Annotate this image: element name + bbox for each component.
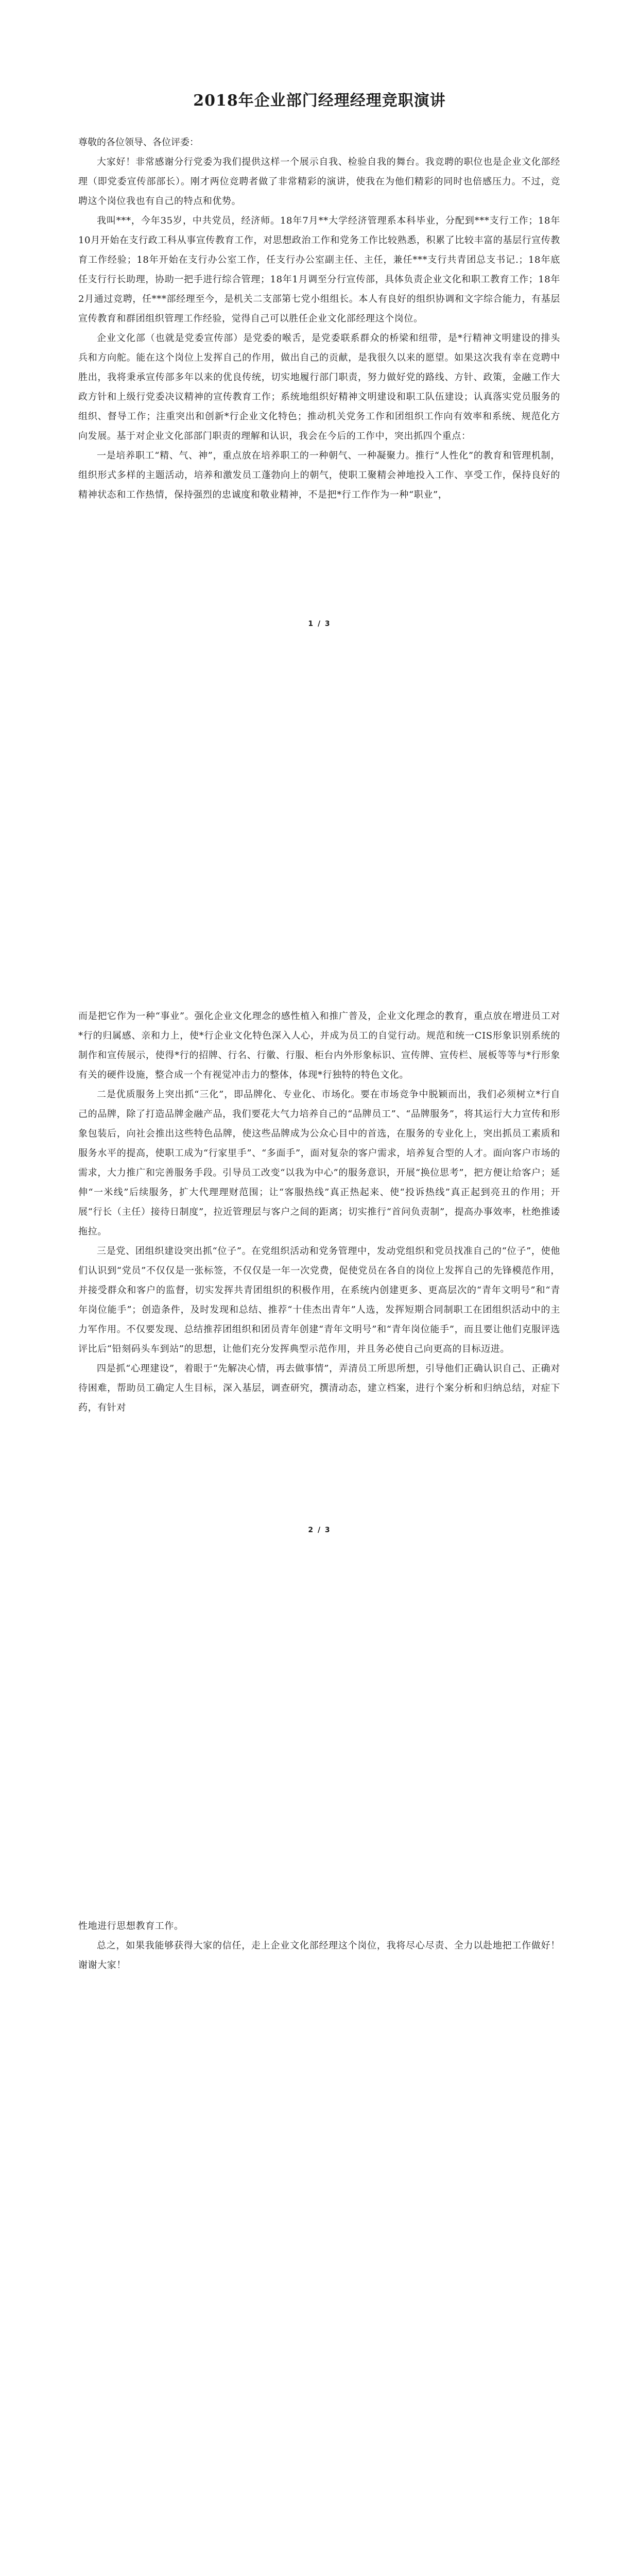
paragraph: 性地进行思想教育工作。 [78, 1921, 184, 1931]
paragraph: 大家好！非常感谢分行党委为我们提供这样一个展示自我、检验自我的舞台。我竞聘的职位也是企业文化部经理（即党委宣传部部长）。刚才两位竞聘者做了非常精彩的演讲，使我在为他们精彩的同时也倍感压力。不过，竞聘这个岗位我也有自己的特点和优势。 [78, 157, 560, 207]
paragraph: 二是优质服务上突出抓“三化”，即品牌化、专业化、市场化。要在市场竞争中脱颖而出，我们必须树立*行自己的品牌，除了打造品牌金融产品，我们要花大气力培养自己的“品牌员工”、“品牌服务”，将其运行大力宣传和形象包装后，向社会推出这些特色品牌，使这些品牌成为公众心目中的首选，在服务的专业化上，突出抓员工素质和服务水平的提高，使职工成为“行家里手”、“多面手”，面对复杂的客户需求，培养复合型的人才。面向客户市场的需求，大力推广和完善服务手段。引导员工改变“以我为中心”的服务意识，开展“换位思考”，把方便让给客户；延伸“一米线”后续服务，扩大代理理财范围；让“客服热线”真正热起来、使“投诉热线”真正起到亮丑的作用；开展“行长（主任）接待日制度”，拉近管理层与客户之间的距离；切实推行“首问负责制”，提高办事效率，杜绝推诿拖拉。 [78, 1089, 560, 1237]
paragraph: 四是抓“心理建设”，着眼于“先解决心情，再去做事情”，弄清员工所思所想，引导他们正确认识自己、正确对待困难，帮助员工确定人生目标，深入基层，调查研究，撰清动态，建立档案，进行个案分析和归纳总结，对症下药，有针对 [78, 1363, 560, 1413]
paragraph: 我叫***，今年35岁，中共党员，经济师。18年7月**大学经济管理系本科毕业，分配到***支行工作；18年10月开始在支行政工科从事宣传教育工作，对思想政治工作和党务工作比较熟悉，积累了比较丰富的基层行宣传教育工作经验；18年开始在支行办公室工作，任支行办公室副主任、主任，兼任***支行共青团总支书记.；18年底任支行行长助理，协助一把手进行综合管理；18年1月调至分行宣传部，具体负责企业文化和职工教育工作；18年2月通过竞聘，任***部经理至今，是机关二支部第七党小组组长。本人有良好的组织协调和文字综合能力，有基层宣传教育和群团组织管理工作经验，觉得自己可以胜任企业文化部经理这个岗位。 [78, 215, 560, 324]
document-page-1 [0, 0, 639, 904]
paragraph: 总之，如果我能够获得大家的信任，走上企业文化部经理这个岗位，我将尽心尽责、全力以赴地把工作做好！谢谢大家！ [78, 1940, 560, 1971]
page-1-body [78, 133, 560, 505]
salutation: 尊敬的各位领导、各位评委： [78, 137, 199, 148]
paragraph: 一是培养职工“精、气、神”，重点放在培养职工的一种朝气、一种凝聚力。推行“人性化”的教育和管理机制，组织形式多样的主题活动，培养和激发员工蓬勃向上的朝气，使职工聚精会神地投入工作、享受工作，保持良好的精神状态和工作热情，保持强烈的忠诚度和敬业精神，不是把*行工作作为一种“职业”， [78, 450, 560, 500]
paragraph: 三是党、团组织建设突出抓“位子”。在党组织活动和党务管理中，发动党组织和党员找准自己的“位子”，使他们认识到“党员”不仅仅是一张标签，不仅仅是一年一次党费，促使党员在各自的岗位上发挥自己的先锋模范作用，并接受群众和客户的监督，切实发挥共青团组织的积极作用，在系统内创建更多、更高层次的“青年文明号”和“青年岗位能手”；创造条件，及时发现和总结、推荐“十佳杰出青年”人选，发挥短期合同制职工在团组织活动中的主力军作用。不仅要发现、总结推荐团组织和团员青年创建“青年文明号”和“青年岗位能手”，而且要让他们克服评选评比后“铅刻码头车到站”的思想，让他们充分发挥典型示范作用，并且务必使自己向更高的目标迈进。 [78, 1246, 560, 1354]
paragraph: 企业文化部（也就是党委宣传部）是党委的喉舌，是党委联系群众的桥梁和纽带，是*行精神文明建设的排头兵和方向舵。能在这个岗位上发挥自己的作用，做出自己的贡献，是我很久以来的愿望。如果这次我有幸在竞聘中胜出，我将秉承宣传部多年以来的优良传统，切实地履行部门职责，努力做好党的路线、方针、政策，金融工作大政方针和上级行党委决议精神的宣传教育工作；系统地组织好精神文明建设和职工队伍建设；认真落实党员服务的组织、督导工作；注重突出和创新*行企业文化特色；推动机关党务工作和团组织工作向有效率和系统、规范化方向发展。基于对企业文化部部门职责的理解和认识，我会在今后的工作中，突出抓四个重点： [78, 333, 560, 442]
document-title: 2018年企业部门经理经理竞职演讲 [193, 92, 446, 110]
page-number: 1 / 3 [308, 620, 331, 628]
page-2-body [78, 1007, 560, 1418]
paragraph: 而是把它作为一种“事业”。强化企业文化理念的感性植入和推广普及，企业文化理念的教育，重点放在增进员工对*行的归属感、亲和力上，使*行企业文化特色深入人心，并成为员工的自觉行动。规范和统一CIS形象识别系统的制作和宣传展示，使得*行的招牌、行名、行徽、行服、柜台内外形象标识、宣传牌、宣传栏、展板等等与*行形象有关的硬件设施，整合成一个有视觉冲击力的整体，体现*行独特的特色文化。 [78, 1011, 560, 1080]
document-page-2 [0, 904, 639, 1807]
page-3-body [78, 1917, 560, 1975]
page-number: 2 / 3 [308, 1526, 331, 1534]
document-page-3 [0, 1807, 639, 2576]
